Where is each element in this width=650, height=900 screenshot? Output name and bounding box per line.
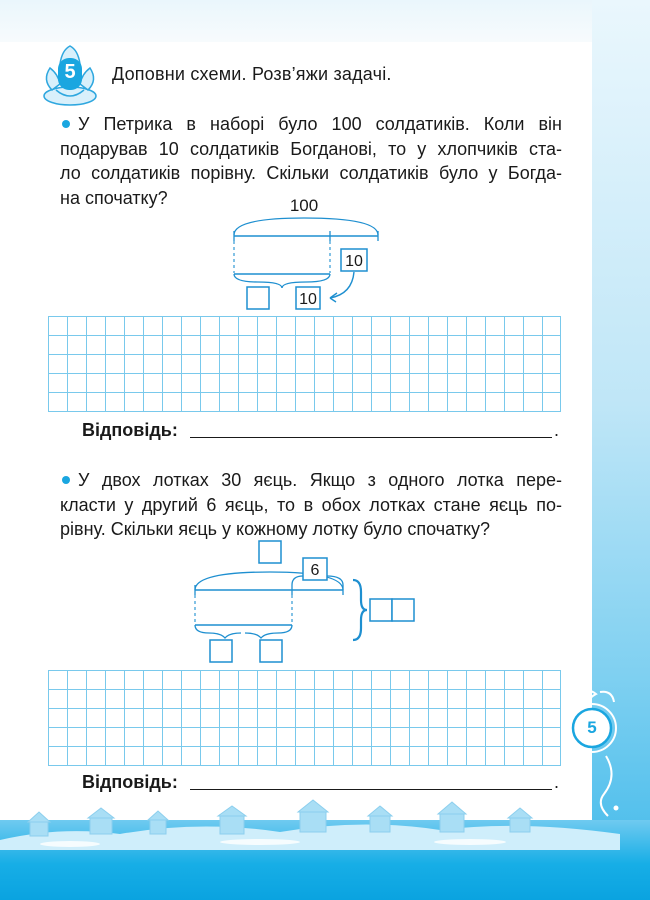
problem2-text-cont [60,493,562,542]
scheme1-brace [234,274,330,288]
problem2-scheme [185,538,425,666]
problem2-text [78,468,562,493]
problem2-answer-label: Відповідь: [82,772,178,792]
scheme1-total-label: 100 [289,196,319,215]
scheme2-brace-right [245,625,292,638]
problem1-answer-end: . [554,420,560,440]
scheme2-total-box-left[interactable] [370,599,392,621]
problem2-answer-end: . [554,772,560,792]
problem1-bullet [62,120,70,128]
scheme2-brace-left [195,625,241,638]
task-number-badge [38,44,102,108]
problem2-line: рівну. Скільки яєць у кожному лотку було спочатку? [60,519,491,539]
city-skyline-icon [0,790,620,850]
problem2-bullet [62,476,70,484]
problem1-text [78,112,562,137]
task-number: 5 [64,61,76,83]
problem2-grid[interactable] [48,670,561,766]
scheme1-moved-box-label: 10 [299,291,317,308]
scheme2-answer-box-right[interactable] [260,640,282,662]
scheme2-top-answer-box[interactable] [259,541,281,563]
problem1-grid[interactable] [48,316,561,412]
page-number: 5 [587,718,597,737]
problem2-line: У двох лотках 30 яєць. Якщо з одного лотка пере- [78,470,562,490]
scheme2-given-box-label: 6 [310,562,320,579]
scheme1-answer-box[interactable] [247,287,269,309]
problem1-answer-label: Відповідь: [82,420,178,440]
scheme2-curly-brace [353,580,367,640]
top-decor-strip [0,0,650,42]
problem1-line: на спочатку? [60,187,168,208]
scheme1-given-box-label: 10 [345,253,363,270]
task-heading: Доповни схеми. Розв’яжи задачі. [112,64,392,84]
problem1-line: У Петрика в наборі було 100 солдатиків. Коли він [78,114,562,134]
problem1-line: подарував 10 солдатиків Богданові, то у хлопчиків ста- [60,138,562,159]
problem1-line: ло солдатиків порівну. Скільки солдатиків було у Богда- [60,163,562,183]
scheme1-total-arc [234,218,378,235]
scheme2-small-arc [292,576,303,585]
scheme2-answer-box-left[interactable] [210,640,232,662]
scheme2-total-box-right[interactable] [392,599,414,621]
problem2-line: класти у другий 6 яєць, то в обох лотках стане яєць по- [60,494,562,515]
problem1-scheme [210,190,410,315]
problem1-answer-line[interactable] [190,437,552,438]
scheme1-arrow [330,272,354,298]
